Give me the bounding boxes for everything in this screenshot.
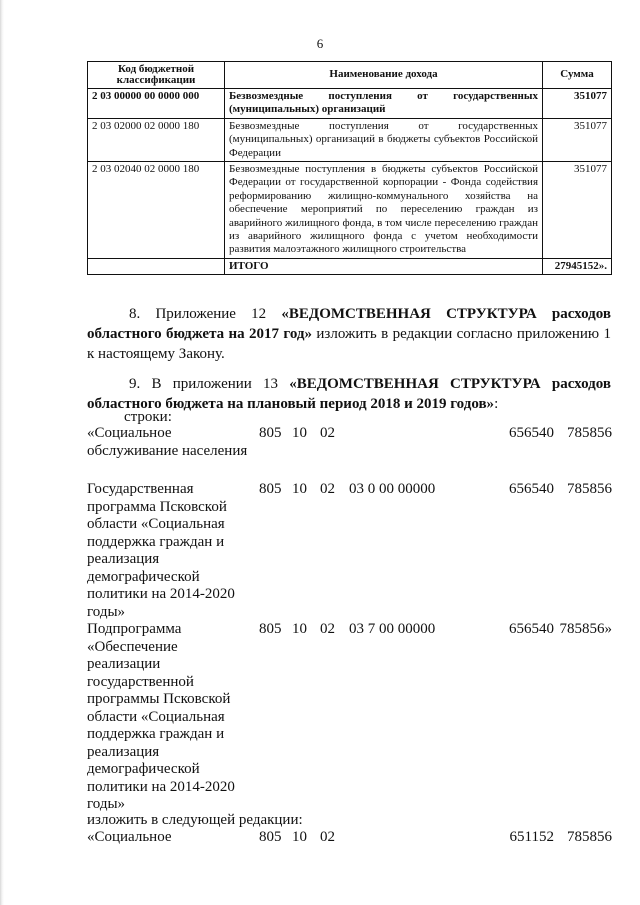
row-section: 10 xyxy=(292,829,307,845)
header-sum: Сумма xyxy=(543,62,612,89)
strings-label: строки: xyxy=(124,409,172,425)
row-target: 03 0 00 00000 xyxy=(349,481,436,497)
table-header-row xyxy=(88,62,612,89)
row-sum: 351077 xyxy=(543,89,612,119)
table-row xyxy=(88,89,612,119)
paragraph-9-title: «ВЕДОМСТВЕННАЯ СТРУКТУРА расходов областного бюджета на плановый период 2018 и 2019 годов» xyxy=(87,376,611,412)
paragraph-8-title: «ВЕДОМСТВЕННАЯ СТРУКТУРА расходов областного бюджета на 2017 год» xyxy=(87,306,611,342)
paragraph-8-prefix: 8. Приложение 12 xyxy=(129,306,282,322)
row-ministry: 805 xyxy=(259,481,282,497)
row-subsection: 02 xyxy=(320,621,335,637)
total-sum: 27945152». xyxy=(543,258,612,274)
row-value-2019: 785856 xyxy=(567,425,612,441)
row-code: 2 03 02000 02 0000 180 xyxy=(88,118,225,161)
row-section: 10 xyxy=(292,481,307,497)
table-total-row xyxy=(88,258,612,274)
row-value-2018: 656540 xyxy=(509,621,554,637)
row-name: Государственная программа Псковской области «Социальная поддержка граждан и реализация демографической политики на 2014-2020 годы» xyxy=(87,481,235,620)
row-value-2018: 651152 xyxy=(509,829,554,845)
row-value-2018: 656540 xyxy=(509,425,554,441)
total-empty-cell xyxy=(88,258,225,274)
total-label: ИТОГО xyxy=(225,258,543,274)
page-number: 6 xyxy=(316,36,324,51)
revenue-table xyxy=(87,61,612,275)
paragraph-9-prefix: 9. В приложении 13 xyxy=(129,376,290,392)
table-row xyxy=(88,162,612,259)
row-sum: 351077 xyxy=(543,162,612,259)
row-ministry: 805 xyxy=(259,425,282,441)
row-value-2019: 785856 xyxy=(567,481,612,497)
row-value-2018: 656540 xyxy=(509,481,554,497)
row-name: Подпрограмма «Обеспечение реализации государственной программы Псковской области «Социальная поддержка граждан и реализация демографической политики на 2014-2020 годы» xyxy=(87,621,235,812)
row-value-2019: 785856 xyxy=(567,829,612,845)
row-sum: 351077 xyxy=(543,118,612,161)
row-name: «Социальное обслуживание населения xyxy=(87,425,248,459)
row-name: Безвозмездные поступления в бюджеты субъектов Российской Федерации от государственной корпорации - Фонда содействия реформированию жилищно-коммунального хозяйства на обеспечение мероприятий по переселению граждан из аварийного жилищного фонда, в том числе переселению граждан из аварийного жилищного фонда с учетом необходимости развития малоэтажного жилищного строительства xyxy=(225,162,543,259)
row-target: 03 7 00 00000 xyxy=(349,621,436,637)
row-name: Безвозмездные поступления от государственных (муниципальных) организаций xyxy=(225,89,543,119)
row-section: 10 xyxy=(292,621,307,637)
paragraph-8 xyxy=(87,304,611,364)
row-section: 10 xyxy=(292,425,307,441)
row-subsection: 02 xyxy=(320,481,335,497)
row-subsection: 02 xyxy=(320,829,335,845)
table-row xyxy=(88,118,612,161)
row-code: 2 03 02040 02 0000 180 xyxy=(88,162,225,259)
scan-edge xyxy=(0,0,4,905)
header-code: Код бюджетной классификации xyxy=(88,62,225,89)
row-value-2019: 785856» xyxy=(559,621,612,637)
paragraph-8-suffix: изложить в редакции согласно приложению 1 к настоящему Закону. xyxy=(87,326,612,362)
row-ministry: 805 xyxy=(259,621,282,637)
paragraph-9-suffix: : xyxy=(494,396,499,412)
row-code: 2 03 00000 00 0000 000 xyxy=(88,89,225,119)
header-name: Наименование дохода xyxy=(225,62,543,89)
row-name: «Социальное xyxy=(87,829,172,845)
row-subsection: 02 xyxy=(320,425,335,441)
new-edition-label: изложить в следующей редакции: xyxy=(87,812,303,828)
row-name: Безвозмездные поступления от государственных (муниципальных) организаций в бюджеты субъектов Российской Федерации xyxy=(225,118,543,161)
row-ministry: 805 xyxy=(259,829,282,845)
